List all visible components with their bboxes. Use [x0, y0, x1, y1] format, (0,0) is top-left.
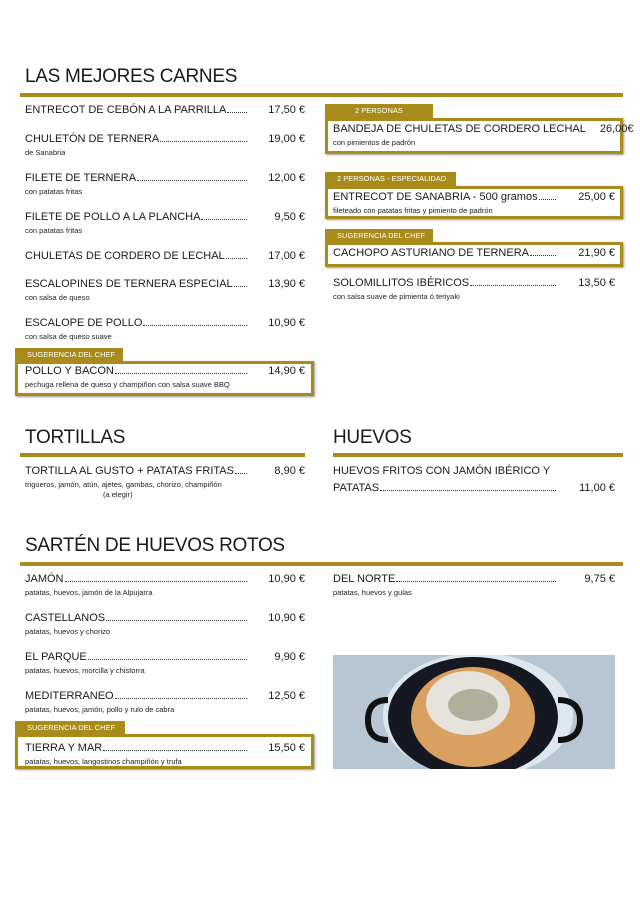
item-description: fileteado con patatas fritas y pimiento de padrón — [333, 206, 493, 215]
item-price: 21,90 € — [578, 247, 615, 259]
item-price: 13,90 € — [268, 278, 305, 290]
dot-leader — [380, 490, 556, 491]
item-name-continued: PATATAS — [333, 482, 380, 494]
item-name-wrap — [333, 573, 558, 585]
item-name: BANDEJA DE CHULETAS DE CORDERO LECHAL — [333, 123, 586, 135]
dot-leader — [530, 255, 556, 256]
item-description: patatas, huevos y gulas — [333, 588, 412, 597]
item-price: 9,50 € — [274, 211, 305, 223]
item-name-wrap — [25, 573, 249, 585]
item-name: JAMÓN — [25, 573, 64, 585]
item-description: de Sanabria — [25, 148, 66, 157]
menu-item — [333, 277, 615, 301]
dot-leader — [103, 750, 247, 751]
item-description-note: (a elegir) — [103, 490, 133, 499]
dish-photo — [333, 655, 615, 769]
item-name-wrap — [25, 172, 249, 184]
item-name-wrap — [25, 211, 249, 223]
dot-leader — [115, 373, 247, 374]
item-row — [25, 465, 305, 477]
item-name-wrap — [333, 482, 558, 494]
chef-suggestion-tag: SUGERENCIA DEL CHEF — [15, 348, 123, 362]
item-price: 26,00€ — [599, 123, 634, 135]
menu-item — [25, 317, 305, 341]
menu-item — [25, 278, 305, 302]
item-name-wrap — [25, 651, 249, 663]
menu-item — [25, 742, 305, 766]
item-price: 17,00 € — [268, 250, 305, 262]
item-description: patatas, huevos, jamón, pollo y rulo de cabra — [25, 705, 175, 714]
item-row — [333, 123, 634, 135]
dot-leader — [115, 698, 247, 699]
chef-suggestion-tag: SUGERENCIA DEL CHEF — [15, 721, 125, 735]
huevos-rotos-pan-image — [333, 655, 615, 769]
menu-item — [25, 250, 305, 262]
item-price: 11,00 € — [579, 482, 615, 494]
item-description: con salsa suave de pimienta ó teriyaki — [333, 292, 460, 301]
section-title-tortillas: TORTILLAS — [25, 427, 126, 448]
item-description: patatas, huevos, morcilla y chistorra — [25, 666, 145, 675]
item-row — [333, 573, 615, 585]
menu-item — [25, 465, 305, 499]
section-title-sarten: SARTÉN DE HUEVOS ROTOS — [25, 535, 285, 556]
item-price: 25,00 € — [578, 191, 615, 203]
item-name: CACHOPO ASTURIANO DE TERNERA — [333, 247, 529, 259]
item-description: patatas, huevos y chorizo — [25, 627, 111, 636]
item-name-wrap — [25, 250, 249, 262]
section-title-carnes: LAS MEJORES CARNES — [25, 66, 238, 87]
item-name: DEL NORTE — [333, 573, 396, 585]
dot-leader — [470, 285, 556, 286]
item-price: 10,90 € — [268, 612, 305, 624]
item-row — [25, 250, 305, 262]
item-description: con patatas fritas — [25, 187, 83, 196]
item-price: 15,50 € — [268, 742, 305, 754]
item-row — [25, 612, 305, 624]
dot-leader — [539, 199, 556, 200]
item-price: 19,00 € — [268, 133, 305, 145]
item-price: 10,90 € — [268, 317, 305, 329]
item-row — [25, 573, 305, 585]
item-name: FILETE DE POLLO A LA PLANCHA — [25, 211, 201, 223]
item-name-wrap — [333, 123, 586, 135]
item-row — [25, 172, 305, 184]
item-price: 13,50 € — [578, 277, 615, 289]
item-name: EL PARQUE — [25, 651, 87, 663]
item-price: 10,90 € — [268, 573, 305, 585]
item-name: ESCALOPE DE POLLO — [25, 317, 143, 329]
item-name: CASTELLANOS — [25, 612, 106, 624]
two-persons-tag: 2 PERSONAS — [325, 104, 433, 118]
menu-item — [333, 247, 615, 259]
item-name: CHULETÓN DE TERNERA — [25, 133, 160, 145]
item-description: con pimientos de padrón — [333, 138, 416, 147]
item-row — [333, 277, 615, 289]
item-name: HUEVOS FRITOS CON JAMÓN IBÉRICO Y — [333, 465, 551, 477]
menu-item — [333, 573, 615, 597]
item-price: 12,00 € — [268, 172, 305, 184]
section-divider — [20, 562, 623, 566]
item-name-wrap — [25, 612, 249, 624]
dot-leader — [106, 620, 247, 621]
item-name: ENTRECOT DE CEBÓN A LA PARRILLA — [25, 104, 227, 116]
item-name-wrap — [25, 133, 249, 145]
menu-item — [25, 133, 305, 157]
specialty-tag: 2 PERSONAS - ESPECIALIDAD — [325, 172, 456, 186]
item-row — [25, 278, 305, 290]
menu-item — [25, 573, 305, 597]
section-title-huevos: HUEVOS — [333, 427, 412, 448]
item-name-wrap — [25, 317, 249, 329]
item-name-wrap — [25, 742, 249, 754]
item-name-wrap — [25, 104, 249, 116]
item-name: ESCALOPINES DE TERNERA ESPECIAL — [25, 278, 233, 290]
chef-suggestion-tag: SUGERENCIA DEL CHEF — [325, 229, 433, 243]
dot-leader — [234, 286, 247, 287]
item-row — [25, 742, 305, 754]
dot-leader — [201, 219, 247, 220]
item-name-wrap — [333, 277, 558, 289]
item-price: 9,75 € — [584, 573, 615, 585]
dot-leader — [160, 141, 247, 142]
section-divider — [20, 453, 305, 457]
item-description: patatas, huevos, jamón de la Alpujarra — [25, 588, 153, 597]
item-description: pechuga rellena de queso y champiñon con salsa suave BBQ — [25, 380, 230, 389]
item-row — [25, 104, 305, 116]
item-description: patatas, huevos, langostinos champiñón y trufa — [25, 757, 182, 766]
item-row — [25, 317, 305, 329]
menu-item — [333, 191, 615, 215]
item-name: FILETE DE TERNERA — [25, 172, 137, 184]
item-price: 12,50 € — [268, 690, 305, 702]
item-row — [333, 482, 615, 494]
menu-item — [333, 123, 634, 147]
dot-leader — [227, 112, 247, 113]
dot-leader — [137, 180, 247, 181]
section-divider — [20, 93, 623, 97]
section-divider — [333, 453, 623, 457]
item-name-wrap — [25, 278, 249, 290]
item-price: 9,90 € — [274, 651, 305, 663]
dot-leader — [65, 581, 248, 582]
menu-item — [333, 465, 615, 494]
item-name: MEDITERRANEO — [25, 690, 114, 702]
menu-item — [25, 172, 305, 196]
item-name-wrap — [25, 465, 249, 477]
item-price: 14,90 € — [268, 365, 305, 377]
item-name: ENTRECOT DE SANABRIA - 500 gramos — [333, 191, 538, 203]
item-description: con salsa de queso suave — [25, 332, 112, 341]
item-row — [25, 211, 305, 223]
dot-leader — [235, 473, 247, 474]
item-name-wrap — [333, 191, 558, 203]
item-name: TORTILLA AL GUSTO + PATATAS FRITAS — [25, 465, 234, 477]
item-row — [333, 191, 615, 203]
dot-leader — [143, 325, 247, 326]
menu-item — [25, 612, 305, 636]
dot-leader — [396, 581, 556, 582]
item-description: trigueros, jamón, atún, ajetes, gambas, chorizo, champiñón — [25, 480, 222, 489]
menu-item — [25, 104, 305, 116]
menu-item — [25, 651, 305, 675]
item-name-wrap — [25, 365, 249, 377]
menu-item — [25, 690, 305, 714]
item-row — [25, 651, 305, 663]
item-row — [25, 133, 305, 145]
item-row — [333, 247, 615, 259]
menu-item — [25, 365, 305, 389]
item-row — [25, 690, 305, 702]
item-name-wrap — [25, 690, 249, 702]
item-row — [25, 365, 305, 377]
item-name: CHULETAS DE CORDERO DE LECHAL — [25, 250, 225, 262]
dot-leader — [88, 659, 247, 660]
menu-item — [25, 211, 305, 235]
item-name: TIERRA Y MAR — [25, 742, 103, 754]
item-name: SOLOMILLITOS IBÉRICOS — [333, 277, 470, 289]
item-description: con salsa de queso — [25, 293, 90, 302]
item-name: POLLO Y BACON — [25, 365, 114, 377]
dot-leader — [226, 258, 247, 259]
item-name-wrap — [333, 247, 558, 259]
item-price: 17,50 € — [268, 104, 305, 116]
item-price: 8,90 € — [274, 465, 305, 477]
item-description: con patatas fritas — [25, 226, 83, 235]
